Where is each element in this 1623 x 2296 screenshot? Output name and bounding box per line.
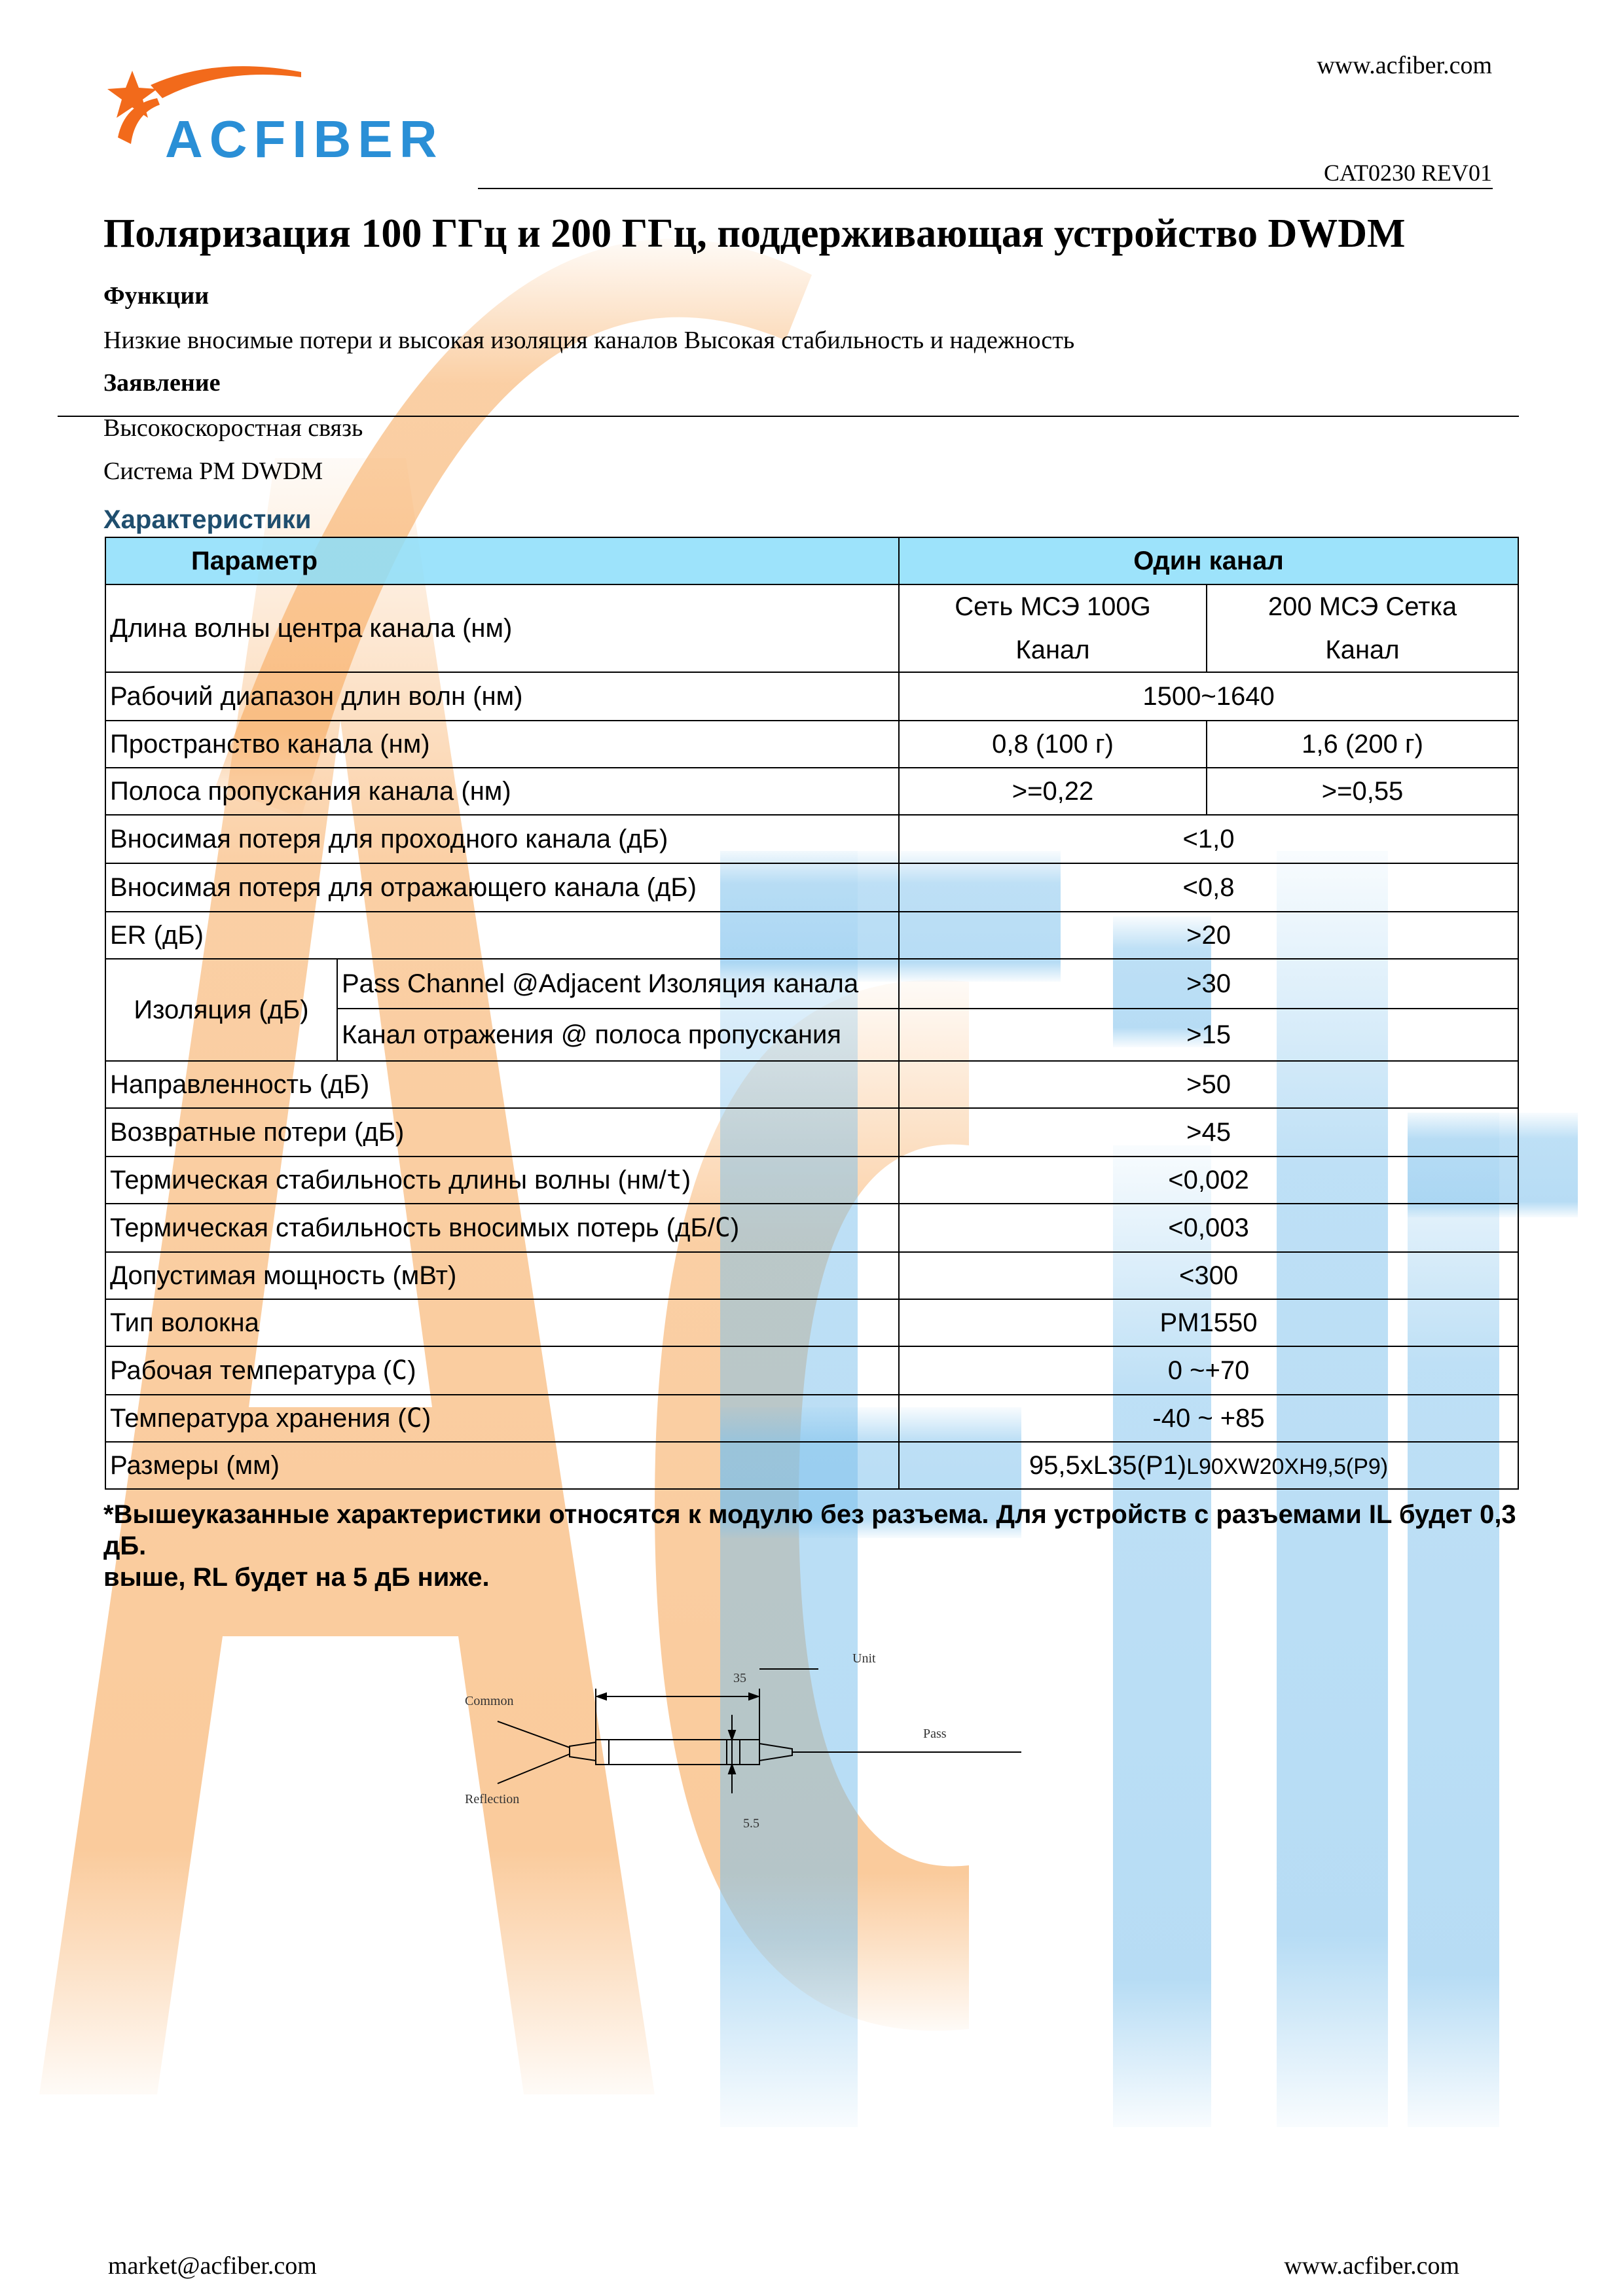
table-row [105,912,1518,959]
row-value: -40 ~ +85 [899,1395,1518,1442]
isolation-sub1-label: Pass Channel @Adjacent Изоляция канала [337,959,899,1009]
row-label: Длина волны центра канала (нм) [105,584,899,672]
row-label: Рабочий диапазон длин волн (нм) [105,672,899,721]
label-pass: Pass [923,1727,947,1741]
device-tube [596,1740,759,1765]
table-row [105,1204,1518,1252]
dims-small: L90XW20XH9,5(P9) [1186,1454,1389,1479]
row-label: Вносимая потеря для проходного канала (дБ) [105,815,899,863]
row-value: <0,8 [899,863,1518,912]
isolation-sub2-label: Канал отражения @ полоса пропускания [337,1009,899,1061]
row-label: ER (дБ) [105,912,899,959]
features-text: Низкие вносимые потери и высокая изоляция каналов Высокая стабильность и надежность [103,327,1075,354]
row-label [105,1346,899,1395]
table-row [105,1108,1518,1157]
table-header-row [105,537,1518,584]
label-diameter: 5.5 [743,1816,759,1831]
row-label-text: Термическая стабильность вносимых потерь (дБ/ [110,1213,715,1242]
isolation-label: Изоляция (дБ) [105,959,337,1061]
row-value: <1,0 [899,815,1518,863]
application-heading: Заявление [103,369,221,397]
row-value: <0,003 [899,1204,1518,1252]
footer-email[interactable]: market@acfiber.com [108,2252,317,2280]
table-row [105,815,1518,863]
table-row [105,721,1518,768]
specs-heading: Характеристики [103,505,312,534]
right-boot [759,1744,792,1761]
dims-main: 95,5xL35(P1) [1029,1450,1187,1480]
table-row [105,768,1518,815]
col-param-header: Параметр [105,537,899,584]
row-value: >45 [899,1108,1518,1157]
row-label-close: ) [730,1213,740,1242]
row-value: <0,002 [899,1157,1518,1204]
row-label: Полоса пропускания канала (нм) [105,768,899,815]
unit-symbol: C [714,1213,731,1243]
table-row [105,1157,1518,1204]
table-row [105,863,1518,912]
row-value: <300 [899,1252,1518,1299]
specs-table [105,537,1519,1490]
unit-symbol: C [392,1355,408,1386]
label-common: Common [465,1694,514,1708]
row-value: >50 [899,1061,1518,1108]
table-row [105,1395,1518,1442]
row-label [105,1157,899,1204]
grid-100-cell [899,584,1207,672]
row-label-close: ) [407,1356,416,1385]
grid-100-line1: Сеть МСЭ 100G [955,592,1151,621]
row-value: PM1550 [899,1299,1518,1346]
footnote-line-1: *Вышеуказанные характеристики относятся к модулю без разъема. Для устройств с разъемами IL будет 0,3 дБ. [103,1500,1516,1560]
table-row [105,1061,1518,1108]
common-fiber [498,1721,570,1748]
row-label: Пространство канала (нм) [105,721,899,768]
application-item-2: Система PM DWDM [103,457,323,485]
row-value: >20 [899,912,1518,959]
row-label [105,1204,899,1252]
row-label-close: ) [682,1166,691,1194]
row-label: Направленность (дБ) [105,1061,899,1108]
unit-symbol: t [666,1165,682,1195]
row-value-100: 0,8 (100 г) [899,721,1207,768]
footer-website[interactable]: www.acfiber.com [1284,2252,1459,2280]
row-value-200: >=0,55 [1207,768,1518,815]
grid-100-line2: Канал [1015,636,1090,664]
application-item-1: Высокоскоростная связь [103,414,363,442]
grid-200-line1: 200 МСЭ Сетка [1267,592,1457,621]
label-length: 35 [733,1671,746,1685]
catalog-code: CAT0230 REV01 [1323,160,1492,186]
grid-200-cell [1207,584,1518,672]
row-value-100: >=0,22 [899,768,1207,815]
row-value: 0 ~+70 [899,1346,1518,1395]
label-unit: Unit [852,1651,876,1666]
table-row [105,1299,1518,1346]
table-row [105,584,1518,672]
table-row [105,1252,1518,1299]
reflection-fiber [498,1754,570,1784]
table-row [105,1442,1518,1489]
row-label [105,1395,899,1442]
col-single-header: Один канал [899,537,1518,584]
row-label: Допустимая мощность (мВт) [105,1252,899,1299]
row-label-text: Рабочая температура ( [110,1356,392,1385]
grid-200-line2: Канал [1325,636,1400,664]
table-row [105,959,1518,1009]
row-label-close: ) [422,1404,431,1433]
row-value: 1500~1640 [899,672,1518,721]
row-value-200: 1,6 (200 г) [1207,721,1518,768]
logo-text: ACFIBER [165,110,444,168]
row-label: Возвратные потери (дБ) [105,1108,899,1157]
header-rule [478,188,1493,189]
isolation-sub1-value: >30 [899,959,1518,1009]
row-value [899,1442,1518,1489]
table-row [105,672,1518,721]
row-label-text: Термическая стабильность длины волны (нм/ [110,1166,666,1194]
row-label-text: Температура хранения ( [110,1404,407,1433]
unit-symbol: C [406,1403,422,1433]
label-reflection: Reflection [465,1792,520,1806]
header-website[interactable]: www.acfiber.com [1317,52,1492,79]
device-dimension-drawing [452,1636,1041,1852]
isolation-sub2-value: >15 [899,1009,1518,1061]
features-heading: Функции [103,282,210,310]
table-row [105,1346,1518,1395]
left-boot [570,1742,596,1761]
acfiber-logo [105,59,458,170]
footnote [103,1499,1518,1593]
page-title: Поляризация 100 ГГц и 200 ГГц, поддерживающая устройство DWDM [103,211,1406,256]
row-label: Тип волокна [105,1299,899,1346]
row-label: Размеры (мм) [105,1442,899,1489]
footnote-line-2: выше, RL будет на 5 дБ ниже. [103,1563,490,1592]
row-label: Вносимая потеря для отражающего канала (дБ) [105,863,899,912]
